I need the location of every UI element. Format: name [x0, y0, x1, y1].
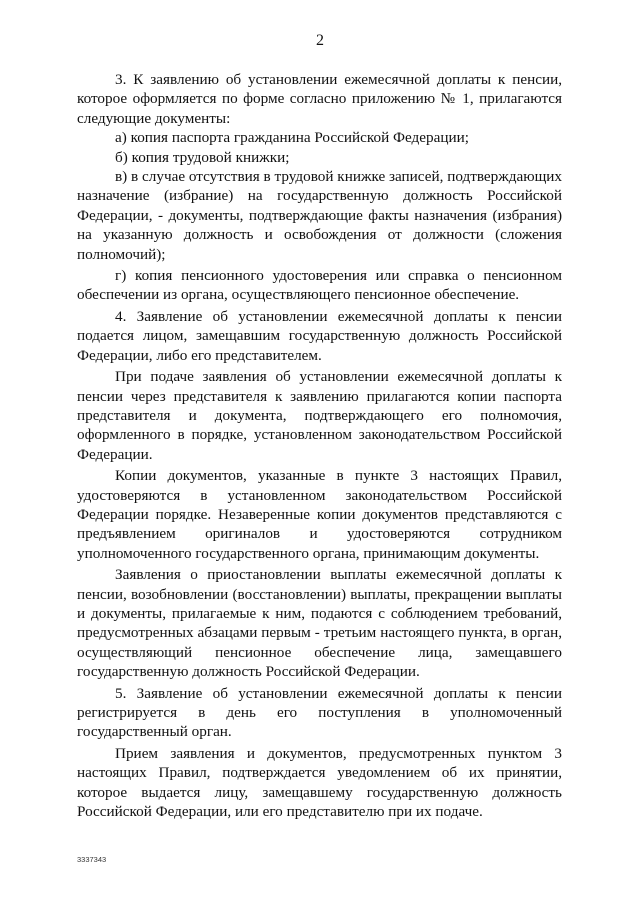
paragraph-subitem-b: б) копия трудовой книжки; — [115, 148, 290, 166]
paragraph-subitem-g: г) копия пенсионного удостоверения или справка о пенсионном обеспечении из органа, осуществляющего пенсионное обеспечение. — [77, 267, 562, 304]
paragraph-subitem-a: а) копия паспорта гражданина Российской Федерации; — [115, 129, 469, 147]
paragraph-representative: При подаче заявления об установлении ежемесячной доплаты к пенсии через представителя к заявлению прилагаются копии паспорта представителя и документа, подтверждающего его полномочия, оформленного в порядке, установленном законодательством Российской Федерации. — [77, 368, 562, 463]
paragraph-item-4: 4. Заявление об установлении ежемесячной доплаты к пенсии подается лицом, замещавшим государственную должность Российской Федерации, либо его представителем. — [77, 307, 562, 364]
paragraph-suspension: Заявления о приостановлении выплаты ежемесячной доплаты к пенсии, возобновлении (восстановлении) выплаты, прекращении выплаты и документы, прилагаемые к ним, подаются с соблюдением требований, предусмотренных абзацами первым - третьим настоящего пункта, в орган, осуществляющий пенсионное обеспечение лица, замещавшего государственную должность Российской Федерации. — [77, 566, 562, 681]
document-body — [77, 70, 562, 821]
document-code: 3337343 — [77, 855, 107, 864]
paragraph-copies: Копии документов, указанные в пункте 3 настоящих Правил, удостоверяются в установленном законодательством Российской Федерации порядке. Незаверенные копии документов представляются с предъявлением оригиналов и удостоверяются сотрудником уполномоченного государственного органа, принимающим документы. — [77, 467, 562, 562]
page-number: 2 — [316, 32, 324, 49]
paragraph-subitem-v: в) в случае отсутствия в трудовой книжке записей, подтверждающих назначение (избрание) на государственную должность Российской Федерации, - документы, подтверждающие факты назначения (избрания) на указанную должность и освобождения от должности (сложения полномочий); — [77, 168, 562, 263]
paragraph-item-5: 5. Заявление об установлении ежемесячной доплаты к пенсии регистрируется в день его поступления в уполномоченный государственный орган. — [77, 684, 562, 741]
paragraph-item-3: 3. К заявлению об установлении ежемесячной доплаты к пенсии, которое оформляется по форме согласно приложению № 1, прилагаются следующие документы: — [77, 71, 562, 127]
paragraph-receipt: Прием заявления и документов, предусмотренных пунктом 3 настоящих Правил, подтверждается уведомлением об их принятии, которое выдается лицу, замещавшему государственную должность Российской Федерации, или его представителю при их подаче. — [77, 744, 562, 821]
